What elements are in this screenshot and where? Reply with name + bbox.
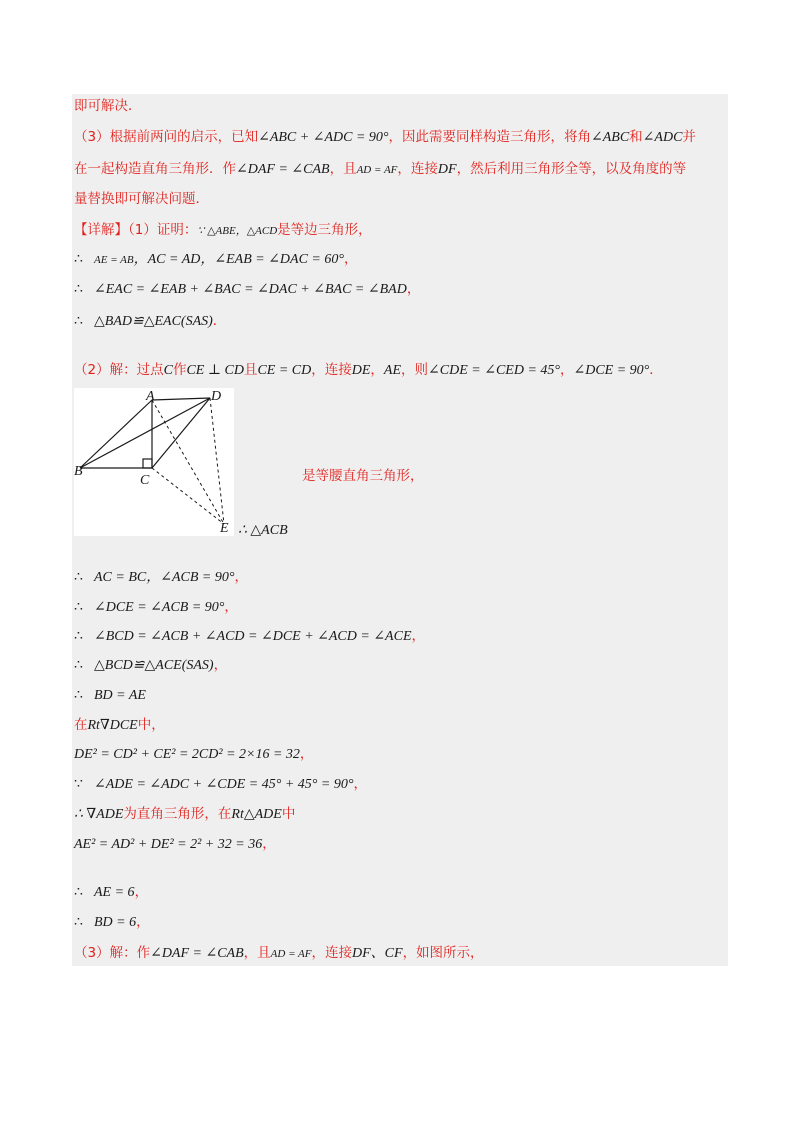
text-line-14: ∴ △BCD≌△ACE(SAS)， <box>74 657 228 673</box>
text-line-23: （3）解：作∠DAF = ∠CAB，且AD = AF，连接DF、CF，如图所示， <box>74 945 484 961</box>
segment-ab <box>80 400 152 468</box>
text-line-12: ∴ ∠DCE = ∠ACB = 90°， <box>74 599 238 615</box>
geometry-diagram <box>74 388 234 536</box>
right-angle-marker <box>143 459 152 468</box>
segment-de-dashed <box>210 398 224 524</box>
text-line-22: ∴ BD = 6， <box>74 914 150 930</box>
text-line-7: ∴ ∠EAC = ∠EAB + ∠BAC = ∠DAC + ∠BAC = ∠BAD， <box>74 281 421 297</box>
label-e: E <box>220 521 229 536</box>
text-line-21: ∴ AE = 6， <box>74 884 149 900</box>
segment-cd <box>152 398 210 468</box>
label-a: A <box>146 389 155 404</box>
text-line-11: ∴ AC = BC，∠ACB = 90°， <box>74 569 248 585</box>
label-b: B <box>74 464 83 479</box>
text-line-8: ∴ △BAD≌△EAC(SAS)． <box>74 313 227 329</box>
text-line-4: 量替换即可解决问题． <box>74 191 209 207</box>
label-d: D <box>211 389 222 404</box>
figure-triangle-note: ∴ △ACB <box>238 523 288 538</box>
text-line-16: 在Rt∇DCE中， <box>74 717 165 733</box>
text-line-2: （3）根据前两问的启示，已知∠ABC + ∠ADC = 90°，因此需要同样构造三角形，将角∠ABC和∠ADC并 <box>74 129 696 145</box>
segment-bd <box>80 398 210 468</box>
segment-ad <box>152 398 210 400</box>
text-line-1: 即可解决． <box>74 98 142 114</box>
text-line-9: （2）解：过点C作CE ⊥ CD且CE = CD，连接DE，AE，则∠CDE = ∠CED = 45°，∠DCE = 90°． <box>74 362 663 378</box>
text-line-18: ∵ ∠ADE = ∠ADC + ∠CDE = 45° + 45° = 90°， <box>74 776 367 792</box>
text-line-20: AE² = AD² + DE² = 2² + 32 = 36， <box>74 836 276 852</box>
figure-side-note: 是等腰直角三角形， <box>302 468 424 484</box>
text-line-13: ∴ ∠BCD = ∠ACB + ∠ACD = ∠DCE + ∠ACD = ∠ACE， <box>74 628 426 644</box>
segment-ce-dashed <box>152 468 224 524</box>
text-line-3: 在一起构造直角三角形．作∠DAF = ∠CAB，且AD = AF，连接DF，然后利用三角形全等，以及角度的等 <box>74 161 687 177</box>
text-line-17: DE² = CD² + CE² = 2CD² = 2×16 = 32， <box>74 746 314 762</box>
geometry-figure <box>74 388 234 536</box>
text-line-6: ∴ AE = AB，AC = AD，∠EAB = ∠DAC = 60°， <box>74 251 358 267</box>
label-c: C <box>140 473 150 488</box>
text-line-19: ∴ ∇ADE为直角三角形，在Rt△ADE中 <box>74 806 296 822</box>
segment-ae-dashed <box>152 400 224 524</box>
text-line-15: ∴ BD = AE <box>74 688 146 703</box>
text-line-5: 【详解】（1）证明：∵ △ABE，△ACD是等边三角形， <box>74 222 372 238</box>
